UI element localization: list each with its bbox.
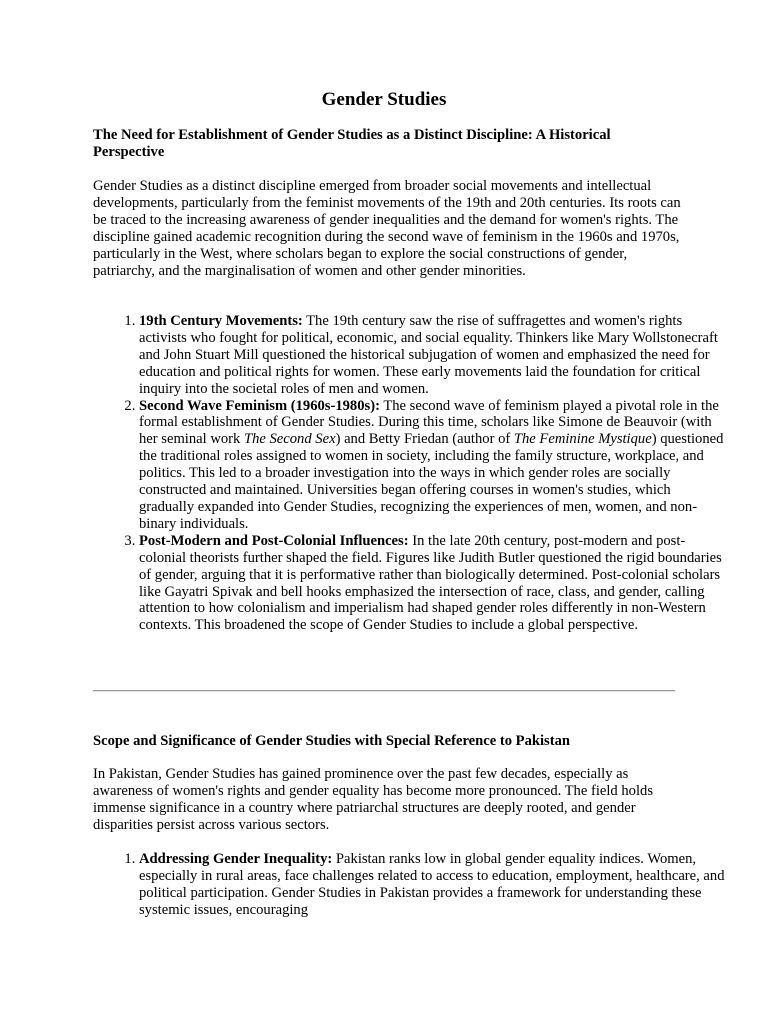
list-item: [139, 851, 729, 919]
list-item-label: 19th Century Movements:: [139, 313, 303, 329]
list-item: [139, 398, 729, 533]
section-heading-pakistan: Scope and Significance of Gender Studies with Special Reference to Pakistan: [93, 733, 570, 749]
list-item-text: The second wave of feminism played a pivotal role in the formal establishment of Gender Studies. During this time, scholars like Simone de Beauvoir (with her seminal work: [139, 397, 719, 448]
list-item: [139, 313, 729, 398]
list-item-text: Pakistan ranks low in global gender equality indices. Women, especially in rural areas, face challenges related to access to education, employment, healthcare, and political participation. Gender Studies in Pakistan provides a framework for understanding these systemic issues, encouraging: [139, 851, 725, 918]
list-item-text: ) questioned the traditional roles assigned to women in society, including the family structure, workplace, and politics. This led to a broader investigation into the ways in which gender roles are socially constructed and maintained. Universities began offering courses in women's studies, which gradually expanded into Gender Studies, recognizing the experiences of men, women, and non-binary individuals.: [139, 431, 724, 532]
pakistan-list: [93, 851, 729, 919]
list-item-label: Second Wave Feminism (1960s-1980s):: [139, 397, 380, 414]
list-item: [139, 533, 729, 634]
list-item-text: In the late 20th century, post-modern and post-colonial theorists further shaped the field. Figures like Judith Butler questioned the rigid boundaries of gender, arguing that it is performative rather than biologically determined. Post-colonial scholars like Gayatri Spivak and bell hooks emphasized the intersection of race, class, and gender, calling attention to how colonialism and imperialism had shaped gender roles differently in non-Western contexts. This broadened the scope of Gender Studies to include a global perspective.: [139, 532, 722, 634]
book-title: The Feminine Mystique: [513, 431, 652, 448]
list-item-text: The 19th century saw the rise of suffragettes and women's rights activists who fought for political, economic, and social equality. Thinkers like Mary Wollstonecraft and John Stuart Mill questioned the historical subjugation of women and emphasized the need for education and political rights for women. These early movements laid the foundation for critical inquiry into the societal roles of men and women.: [139, 313, 718, 397]
section-heading-history: The Need for Establishment of Gender Studies as a Distinct Discipline: A Historical Perspective: [93, 127, 611, 160]
list-item-label: Addressing Gender Inequality:: [139, 851, 333, 867]
intro-paragraph-history: Gender Studies as a distinct discipline emerged from broader social movements and intellectual developments, particularly from the feminist movements of the 19th and 20th centuries. Its roots can be traced to the increasing awareness of gender inequalities and the demand for women's rights. The discipline gained academic recognition during the second wave of feminism in the 1960s and 1970s, particularly in the West, where scholars began to explore the social constructions of gender, patriarchy, and the marginalisation of women and other gender minorities.: [93, 178, 681, 279]
page-title: Gender Studies: [321, 89, 447, 110]
book-title: The Second Sex: [243, 431, 336, 448]
intro-paragraph-pakistan: In Pakistan, Gender Studies has gained prominence over the past few decades, especially as awareness of women's rights and gender equality has become more pronounced. The field holds immense significance in a country where patriarchal structures are deeply rooted, and gender disparities persist across various sectors.: [93, 766, 653, 833]
list-item-label: Post-Modern and Post-Colonial Influences:: [139, 532, 409, 549]
history-list: [93, 313, 729, 634]
list-item-text: ) and Betty Friedan (author of: [335, 431, 514, 448]
section-divider: [93, 690, 675, 692]
